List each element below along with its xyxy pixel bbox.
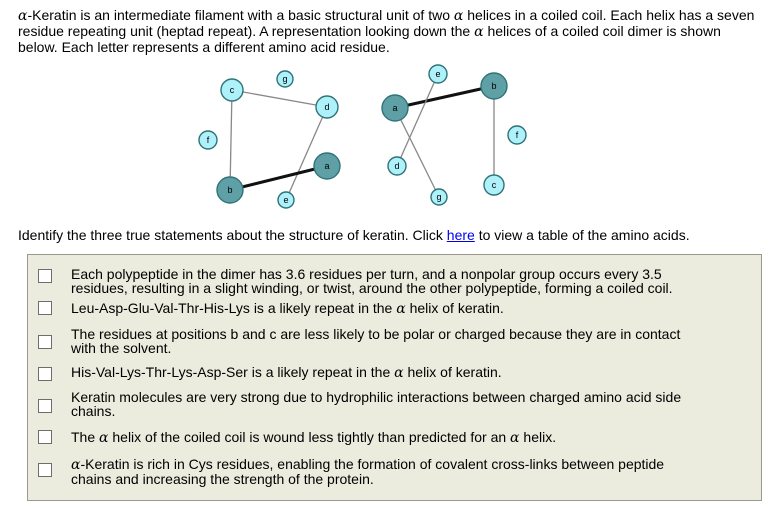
question-prompt <box>18 227 763 243</box>
alpha-symbol: α <box>71 457 81 473</box>
right-helix-connector-line <box>395 86 494 108</box>
right-helix-residue-f-label: f <box>515 130 519 140</box>
right-helix-residue-a-label: a <box>392 103 398 113</box>
option-7-line-2: chains and increasing the strength of the protein. <box>71 471 374 487</box>
option-3-text <box>71 327 751 355</box>
coiled-coil-helical-wheel-diagram <box>180 62 540 222</box>
option-3 <box>28 325 761 363</box>
option-3-line-1: The residues at positions b and c are less likely to be polar or charged because they are in contact <box>71 326 681 342</box>
option-4-text-post: helix of keratin. <box>403 364 502 380</box>
option-7-text <box>71 457 751 486</box>
alpha-symbol: α <box>474 24 484 40</box>
left-helix-residue-f-label: f <box>206 135 210 145</box>
option-7-checkbox[interactable] <box>38 463 52 477</box>
option-7-line-1: -Keratin is rich in Cys residues, enabling the formation of covalent cross-links between peptide <box>80 456 665 472</box>
helix-right-wheel <box>382 65 526 205</box>
option-6-checkbox[interactable] <box>38 430 52 444</box>
right-helix-residue-b-label: b <box>491 81 497 91</box>
left-helix-residue-e-label: e <box>283 195 289 205</box>
intro-paragraph <box>18 8 763 55</box>
question-text-after: to view a table of the amino acids. <box>474 227 690 243</box>
right-helix-residue-g-label: g <box>436 192 442 202</box>
option-4-text <box>71 365 751 380</box>
option-1-checkbox[interactable] <box>38 269 52 283</box>
left-helix-residue-d-label: d <box>324 102 330 112</box>
helix-left-wheel <box>199 71 340 208</box>
question-text-before: Identify the three true statements about the structure of keratin. Click <box>18 227 447 243</box>
alpha-symbol: α <box>394 365 404 381</box>
left-helix-residue-b-label: b <box>227 185 233 195</box>
option-2-text-pre: Leu-Asp-Glu-Val-Thr-His-Lys is a likely repeat in the <box>71 300 397 316</box>
option-4-checkbox[interactable] <box>38 367 52 381</box>
alpha-symbol: α <box>99 430 109 446</box>
left-helix-connector-line <box>286 107 330 200</box>
left-helix-residue-c-label: c <box>229 85 235 95</box>
right-helix-residue-e-label: e <box>435 69 441 79</box>
right-helix-residue-c-label: c <box>491 180 497 190</box>
alpha-symbol: α <box>453 8 464 24</box>
option-1-text <box>71 267 751 295</box>
option-2 <box>28 297 761 325</box>
option-3-checkbox[interactable] <box>38 335 52 349</box>
option-6-text <box>71 430 751 445</box>
left-helix-connector-line <box>230 166 327 190</box>
alpha-symbol: α <box>396 301 406 317</box>
right-helix-residue-d-label: d <box>394 161 400 171</box>
alpha-symbol: α <box>510 430 520 446</box>
answer-options-list <box>27 254 762 501</box>
option-3-line-2: with the solvent. <box>71 340 172 356</box>
option-6-text-post: helix. <box>519 429 557 445</box>
option-5-line-1: Keratin molecules are very strong due to hydrophilic interactions between charged amino acid side <box>71 389 682 405</box>
option-5-text <box>71 390 751 418</box>
option-2-text-post: helix of keratin. <box>405 300 504 316</box>
option-1-line-2: residues, resulting in a slight winding, or twist, around the other polypeptide, forming a coiled coil. <box>71 280 673 296</box>
option-5 <box>28 389 761 425</box>
left-helix-residue-a-label: a <box>324 161 330 171</box>
option-2-text <box>71 301 751 316</box>
option-2-checkbox[interactable] <box>38 301 52 315</box>
option-6 <box>28 425 761 449</box>
intro-text-2: helices in a coiled coil. Each helix has a seven residue repeating unit (heptad repeat). A representation looking down the <box>18 7 755 39</box>
option-4 <box>28 363 761 389</box>
option-1-line-1: Each polypeptide in the dimer has 3.6 residues per turn, and a nonpolar group occurs every 3.5 <box>71 266 662 282</box>
left-helix-connector-line <box>232 90 327 107</box>
option-1 <box>28 257 761 297</box>
left-helix-residue-g-label: g <box>282 74 288 84</box>
left-helix-connector-line <box>230 90 232 190</box>
option-6-text-mid: helix of the coiled coil is wound less tightly than predicted for an <box>108 429 511 445</box>
intro-text-3: helices of a coiled coil dimer is shown below. Each letter represents a different amino acid residue. <box>18 23 721 55</box>
option-4-text-pre: His-Val-Lys-Thr-Lys-Asp-Ser is a likely repeat in the <box>71 364 395 380</box>
option-5-checkbox[interactable] <box>38 399 52 413</box>
alpha-symbol: α <box>18 8 28 24</box>
option-5-line-2: chains. <box>71 403 116 419</box>
option-6-text-pre: The <box>71 429 100 445</box>
intro-text-1: -Keratin is an intermediate filament with a basic structural unit of two <box>27 7 454 23</box>
amino-acid-table-link[interactable]: here <box>446 227 475 243</box>
option-7 <box>28 449 761 489</box>
